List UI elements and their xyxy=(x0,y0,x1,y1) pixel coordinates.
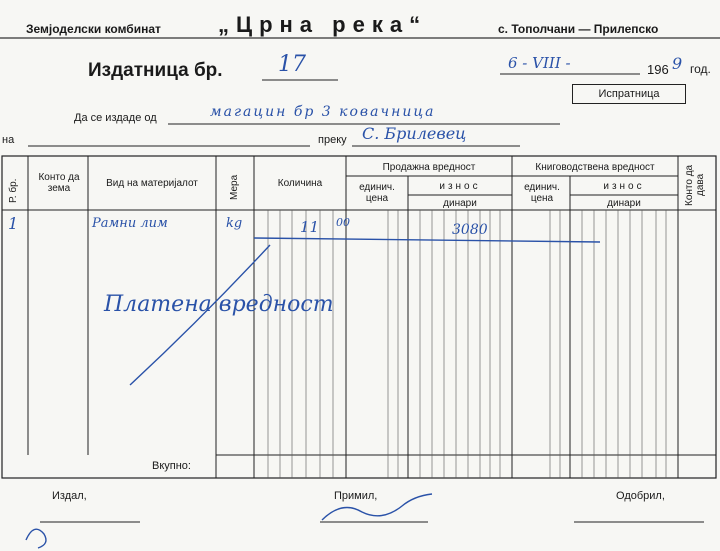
row-1-amount: 3080 xyxy=(452,222,488,238)
col-header-konto-zema: Конто да зема xyxy=(38,172,80,194)
company-label: Земјоделски комбинат xyxy=(26,22,161,36)
row-1-mera: kg xyxy=(226,216,243,231)
document-title: Издатница бр. xyxy=(88,60,223,81)
sale-amount-header: износ xyxy=(439,181,481,192)
company-name: „Црна река“ xyxy=(218,12,428,37)
approved-by-label: Одобрил, xyxy=(616,490,665,502)
sale-dinars-header: динари xyxy=(443,198,477,209)
book-unit-price-header: единич. цена xyxy=(524,182,560,204)
row-1-material: Рамни лим xyxy=(92,216,168,231)
row-1-kolicina-decimal: 00 xyxy=(336,216,350,229)
company-location: с. Тополчани — Прилепско xyxy=(498,22,659,36)
book-dinars-header: динари xyxy=(607,198,641,209)
total-label: Вкупно: xyxy=(152,460,191,472)
document-date: 6 - VIII - xyxy=(508,54,571,72)
issue-from-label: Да се издаде од xyxy=(74,112,157,124)
received-by-label: Примил, xyxy=(334,490,378,502)
document-number: 17 xyxy=(278,52,306,77)
sale-unit-price-header: единич. цена xyxy=(359,182,395,204)
col-header-mera: Мера xyxy=(229,174,240,200)
book-amount-header: износ xyxy=(603,181,645,192)
year-suffix: 9 xyxy=(672,54,683,73)
year-label: год. xyxy=(690,62,711,76)
col-header-rbr: Р. бр. xyxy=(8,178,19,204)
row-1-rbr: 1 xyxy=(8,214,19,233)
col-header-material: Вид на материјалот xyxy=(106,178,198,189)
dispatch-box: Испратница xyxy=(572,84,686,104)
col-header-kolicina: Количина xyxy=(277,178,323,189)
book-group-header: Книговодствена вредност xyxy=(535,162,655,173)
issued-by-label: Издал, xyxy=(52,490,87,502)
via-label: преку xyxy=(318,134,347,146)
handwritten-note: Платена вредност xyxy=(104,292,334,317)
col-header-konto-dava: Конто да дава xyxy=(684,164,706,206)
to-label: на xyxy=(2,134,15,146)
issue-from-value: магацин бр 3 ковачница xyxy=(210,104,436,120)
row-1-kolicina: 11 xyxy=(300,218,320,236)
year-prefix: 196 xyxy=(647,62,669,77)
via-value: С. Брилевец xyxy=(362,124,467,143)
sale-group-header: Продажна вредност xyxy=(382,162,476,173)
